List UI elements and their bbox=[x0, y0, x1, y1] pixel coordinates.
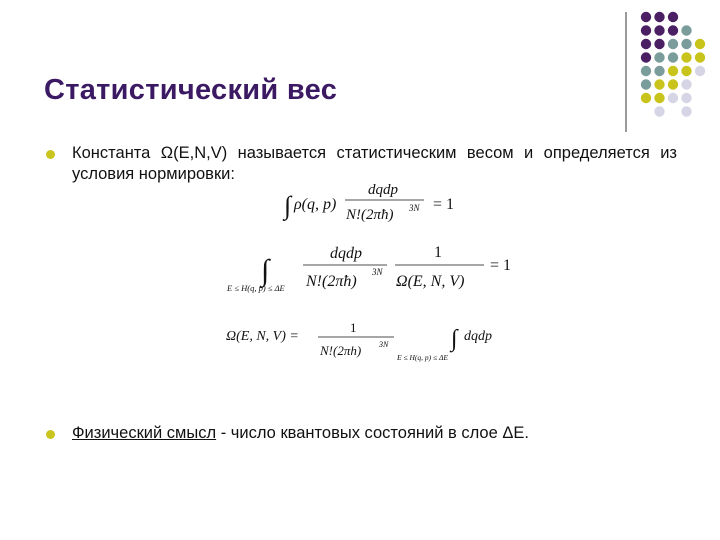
eq2-rhs: = 1 bbox=[490, 257, 512, 274]
eq1-numerator: dqdp bbox=[368, 182, 398, 198]
eq1-integrand: ρ(q, p) bbox=[294, 196, 337, 213]
eq2-denominator: N!(2πħ) bbox=[306, 273, 357, 290]
bullet-text-definition: Константа Ω(E,N,V) называется статистическим весом и определяется из условия нормировки: bbox=[72, 144, 677, 183]
integral-sign: ∫ bbox=[451, 326, 458, 352]
equation-normalization-omega bbox=[226, 244, 511, 293]
eq1-denominator: N!(2πħ) bbox=[346, 207, 394, 223]
physical-meaning-text: - число квантовых состояний в слое ΔE. bbox=[216, 424, 529, 442]
eq3-numerator: 1 bbox=[350, 320, 357, 335]
eq3-lhs: Ω(E, N, V) = bbox=[226, 329, 299, 344]
equation-omega-definition bbox=[226, 320, 492, 362]
eq2-frac2-numerator: 1 bbox=[434, 244, 442, 261]
eq2-numerator: dqdp bbox=[330, 245, 362, 262]
bullet-text-meaning bbox=[72, 423, 529, 444]
eq3-integrand: dqdp bbox=[464, 329, 492, 344]
eq2-exponent: 3N bbox=[372, 267, 383, 277]
eq2-frac2-denominator: Ω(E, N, V) bbox=[396, 273, 465, 290]
physical-meaning-term: Физический смысл bbox=[72, 424, 217, 442]
eq2-lower-limit: E ≤ H(q, p) ≤ ΔE bbox=[227, 283, 285, 293]
integral-sign: ∫ bbox=[261, 254, 270, 287]
integral-sign: ∫ bbox=[284, 191, 292, 220]
equation-normalization bbox=[282, 182, 454, 223]
eq1-exponent: 3N bbox=[409, 203, 420, 213]
eq3-exponent: 3N bbox=[379, 340, 389, 349]
eq1-rhs: = 1 bbox=[433, 196, 455, 213]
slide-title: Статистический вес bbox=[44, 74, 338, 106]
bullet-dot bbox=[46, 430, 55, 439]
eq3-denominator: N!(2πh) bbox=[320, 343, 362, 358]
eq3-lower-limit: E ≤ H(q, p) ≤ ΔE bbox=[397, 353, 448, 362]
